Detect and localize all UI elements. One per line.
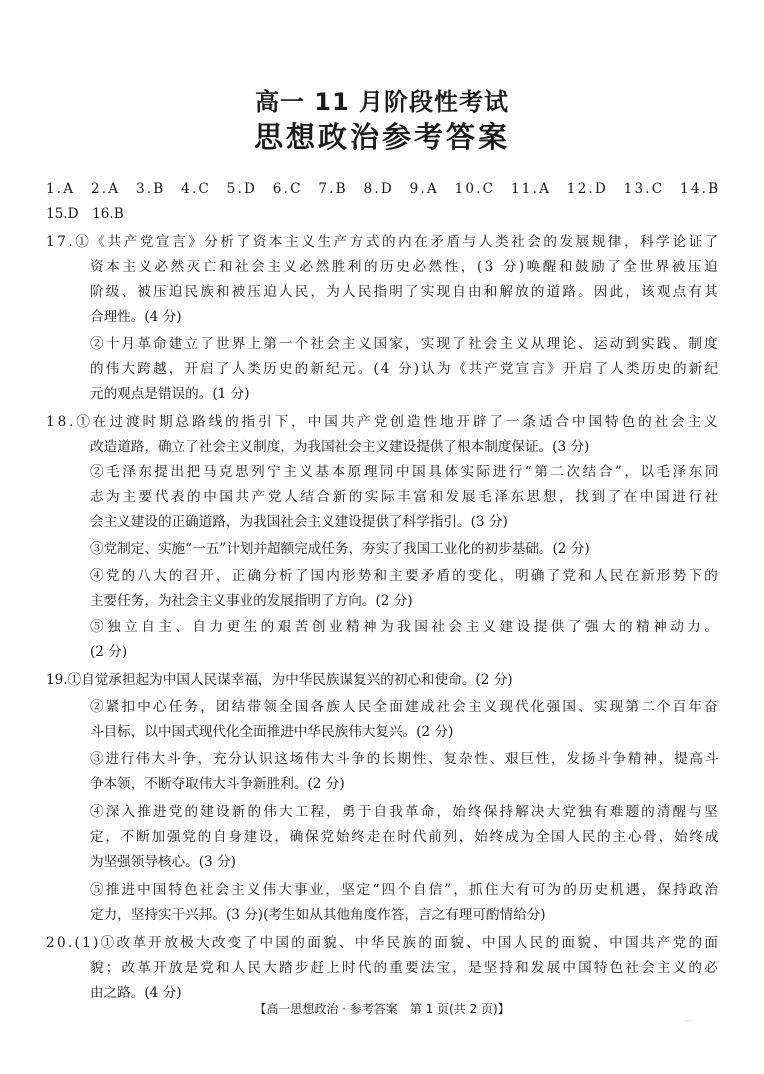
answer-line: 定力，坚持实干兴邦。(3 分)(考生如从其他角度作答，言之有理可酌情给分) (90, 907, 546, 923)
answer-line: 会主义建设的正确道路，为我国社会主义建设提供了科学指引。(3 分) (90, 514, 508, 530)
answer-key-title: 思想政治参考答案 (253, 120, 510, 154)
answer-line: 17.①《共产党宣言》分析了资本主义生产方式的内在矛盾与人类社会的发展规律，科学论证了 (46, 234, 721, 250)
answer-line: 阶级、被压迫民族和被压迫人民，为人民指明了实现自由和解放的道路。因此，该观点有其 (90, 284, 720, 300)
answer-line: 貌；改革开放是党和人民大踏步赶上时代的重要法宝，是坚持和发展中国特色社会主义的必 (90, 960, 720, 976)
answer-line: 主要任务，为社会主义事业的发展指明了方向。(2 分) (90, 593, 413, 609)
answer-line: 元的观点是错误的。(1 分) (90, 386, 250, 402)
answer-line: 15.D 16.B (46, 206, 124, 222)
answer-line: 斗目标，以中国式现代化全面推进中华民族伟大复兴。(2 分) (90, 724, 454, 740)
answer-line: ②紧扣中心任务，团结带领全国各族人民全面建成社会主义现代化强国、实现第二个百年奋 (90, 699, 720, 715)
answer-line: 由之路。(4 分) (90, 985, 182, 1001)
answer-line: 为坚强领导核心。(3 分) (90, 854, 236, 870)
answer-line: ②毛泽东提出把马克思列宁主义基本原理同中国具体实际进行“第二次结合”，以毛泽东同 (90, 464, 721, 480)
answer-line: ②十月革命建立了世界上第一个社会主义国家，实现了社会主义从理论、运动到实践、制度 (90, 336, 720, 352)
exam-title: 高一 11 月阶段性考试 (254, 88, 510, 116)
answer-line: ④党的八大的召开，正确分析了国内形势和主要矛盾的变化，明确了党和人民在新形势下的 (90, 568, 720, 584)
answer-line: ③进行伟大斗争，充分认识这场伟大斗争的长期性、复杂性、艰巨性，发扬斗争精神，提高斗 (90, 751, 721, 767)
answer-line: 1.A 2.A 3.B 4.C 5.D 6.C 7.B 8.D 9.A 10.C 11.A 12.D 13.C 14.B (46, 181, 721, 197)
answer-line: (2 分) (90, 644, 128, 660)
answer-line: 改造道路，确立了社会主义制度，为我国社会主义建设提供了根本制度保证。(3 分) (90, 439, 590, 455)
answer-line: 资本主义必然灭亡和社会主义必然胜利的历史必然性，(3 分)唤醒和鼓励了全世界被压迫 (90, 259, 721, 275)
answer-line: ⑤推进中国特色社会主义伟大事业，坚定“四个自信”，抓住大有可为的历史机遇，保持政治 (90, 882, 721, 898)
page-footer: 【高一思想政治 · 参考答案 第 1 页(共 2 页)】 (254, 1002, 510, 1016)
answer-line: 的伟大跨越，开启了人类历史的新纪元。(4 分)认为《共产党宣言》开启了人类历史的新纪 (90, 361, 721, 377)
answer-line: 志为主要代表的中国共产党人结合新的实际丰富和发展毛泽东思想，找到了在中国进行社 (90, 489, 721, 505)
answer-line: 合理性。(4 分) (90, 309, 182, 325)
answer-line: 19.①自觉承担起为中国人民谋幸福，为中华民族谋复兴的初心和使命。(2 分) (46, 672, 513, 688)
answer-line: 18.①在过渡时期总路线的指引下，中国共产党创造性地开辟了一条适合中国特色的社会主义 (46, 414, 721, 430)
answer-line: 20.(1)①改革开放极大改变了中国的面貌、中华民族的面貌、中国人民的面貌、中国共产党的面 (46, 935, 721, 951)
answer-line: 争本领，不断夺取伟大斗争新胜利。(2 分) (90, 776, 345, 792)
answer-line: ④深入推进党的建设新的伟大工程，勇于自我革命，始终保持解决大党独有难题的清醒与坚 (90, 804, 720, 820)
corner-mark: ... (684, 1014, 692, 1023)
answer-line: ③党制定、实施“一五”计划并超额完成任务，夯实了我国工业化的初步基础。(2 分) (90, 541, 590, 557)
answer-line: 定，不断加强党的自身建设，确保党始终走在时代前列，始终成为全国人民的主心骨，始终成 (90, 829, 721, 845)
answer-line: ⑤独立自主、自力更生的艰苦创业精神为我国社会主义建设提供了强大的精神动力。 (90, 619, 722, 635)
